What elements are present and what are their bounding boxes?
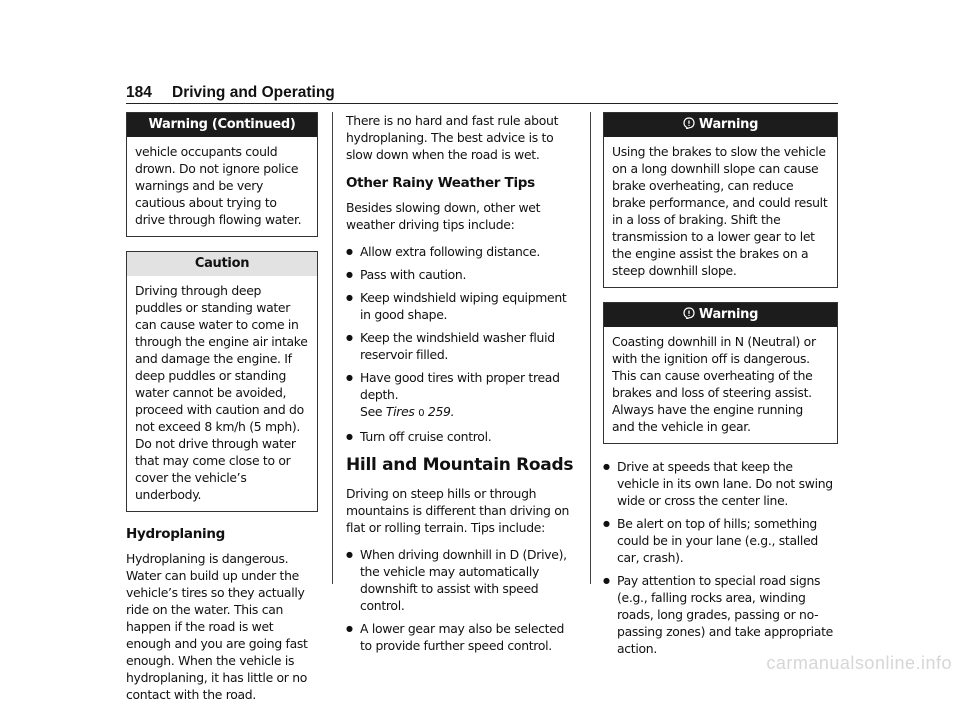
warning-title-text-2: Warning	[698, 307, 759, 322]
column-divider-1	[332, 112, 333, 584]
hydroplaning-heading: Hydroplaning	[126, 526, 226, 542]
hill-roads-intro: Driving on steep hills or through mountains is different than driving on flat or rolling terrain. Tips include:	[346, 486, 570, 535]
column-3	[603, 112, 838, 667]
warning-text-1: Using the brakes to slow the vehicle on a long downhill slope can cause brake overheating, can reduce brake performance, and could result in a loss of braking. Shift the transmission to a lower gear to let the engine assist the brakes on a steep downhill slope.	[612, 144, 828, 278]
watermark: carmanualsonline.info	[766, 653, 952, 673]
page-ref-arrow-icon: 0	[418, 408, 425, 419]
header-rule	[126, 103, 838, 104]
list-item: ● Drive at speeds that keep the vehicle in its own lane. Do not swing wide or cross the center line.	[603, 458, 838, 509]
caution-title: Caution	[127, 252, 317, 276]
warning-continued-title: Warning (Continued)	[127, 113, 317, 137]
hydroplaning-advice: There is no hard and fast rule about hydroplaning. The best advice is to slow down when the road is wet.	[346, 113, 559, 162]
list-item: ● Keep the windshield washer fluid reservoir filled.	[346, 329, 578, 363]
column-1	[126, 112, 318, 713]
warning-title-2	[604, 303, 837, 327]
list-item: ● Keep windshield wiping equipment in good shape.	[346, 289, 578, 323]
warning-icon	[683, 117, 695, 129]
tires-page-ref[interactable]: 259.	[427, 404, 455, 419]
list-item-text: Have good tires with proper tread depth.	[360, 370, 560, 402]
caution-box	[126, 251, 318, 512]
warning-continued-text: vehicle occupants could drown. Do not ignore police warnings and be very cautious about trying to drive through flowing water.	[135, 144, 302, 227]
warning-title-1	[604, 113, 837, 137]
section-title: Driving and Operating	[172, 84, 335, 101]
warning-continued-box	[126, 112, 318, 237]
hill-roads-list	[346, 546, 578, 654]
warning-box-2	[603, 302, 838, 444]
rainy-tips-intro: Besides slowing down, other wet weather driving tips include:	[346, 200, 541, 232]
column-divider-2	[590, 112, 591, 584]
list-item: ● A lower gear may also be selected to provide further speed control.	[346, 620, 578, 654]
list-item: ● Pay attention to special road signs (e.g., falling rocks area, winding roads, long grades, passing or no-passing zones) and take appropriate action.	[603, 572, 838, 657]
warning-text-2: Coasting downhill in N (Neutral) or with the ignition off is dangerous. This can cause overheating of the brakes and loss of steering assist. Always have the engine running and the vehicle in gear.	[612, 334, 816, 434]
rainy-tips-list	[346, 243, 578, 445]
list-item: ● Be alert on top of hills; something could be in your lane (e.g., stalled car, crash).	[603, 515, 838, 566]
caution-text: Driving through deep puddles or standing water can cause water to come in through the engine air intake and damage the engine. If deep puddles or standing water cannot be avoided, proceed with caution and do not exceed 8 km/h (5 mph). Do not drive through water that may come close to or cover the vehicle’s underbody.	[135, 283, 308, 502]
rainy-tips-heading: Other Rainy Weather Tips	[346, 175, 535, 191]
list-item	[346, 369, 578, 422]
column-2	[346, 112, 578, 664]
warning-box-1	[603, 112, 838, 288]
see-label: See	[360, 404, 383, 419]
list-item: ● When driving downhill in D (Drive), the vehicle may automatically downshift to assist with speed control.	[346, 546, 578, 614]
hill-roads-heading: Hill and Mountain Roads	[346, 455, 574, 475]
warning-icon	[683, 307, 695, 319]
list-item: ● Allow extra following distance.	[346, 243, 578, 260]
list-item: ● Pass with caution.	[346, 266, 578, 283]
list-item: ● Turn off cruise control.	[346, 428, 578, 445]
hydroplaning-text: Hydroplaning is dangerous. Water can build up under the vehicle’s tires so they actually ride on the water. This can happen if the road is wet enough and you are going fast enough. When the vehicle is hydroplaning, it has little or no contact with the road.	[126, 551, 308, 702]
tires-link[interactable]: Tires	[385, 404, 415, 419]
page-number: 184	[126, 84, 152, 101]
warning-title-text-1: Warning	[698, 117, 759, 132]
hill-tips-list	[603, 458, 838, 657]
